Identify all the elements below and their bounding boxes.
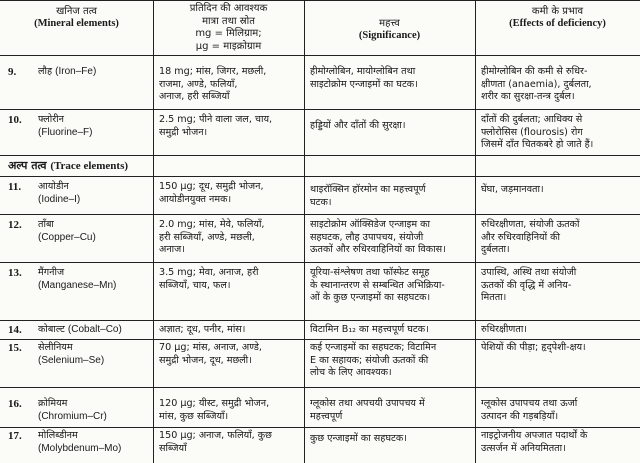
cell-line: हरी सब्जियाँ, अण्डे, मछली, bbox=[159, 231, 255, 243]
cell-line: राजमा, अण्डे, फलियाँ, bbox=[159, 78, 238, 90]
deficiency-cell bbox=[481, 324, 638, 337]
name-hindi: मोलिब्डीनम bbox=[38, 430, 78, 441]
name-english: (Iodine–I) bbox=[38, 193, 81, 205]
header-significance bbox=[304, 18, 475, 42]
cell-line: दुर्बलता। bbox=[481, 244, 510, 256]
deficiency-cell bbox=[481, 219, 638, 257]
header-daily-requirement bbox=[153, 3, 304, 53]
significance-cell bbox=[310, 219, 473, 257]
name-english: (Fluorine–F) bbox=[38, 126, 93, 138]
requirement-cell bbox=[159, 324, 302, 337]
deficiency-cell bbox=[481, 114, 638, 152]
cell-line: महत्त्वपूर्ण bbox=[310, 410, 343, 422]
cell-line: पेशियों की पीड़ा; हृद्पेशी-क्षय। bbox=[481, 342, 586, 353]
column-divider bbox=[475, 0, 476, 463]
cell-line: आयोडीनयुक्त नमक। bbox=[159, 193, 232, 205]
name-english: (Cobalt–Co) bbox=[67, 324, 122, 335]
cell-line: अनाज, हरी सब्जियाँ bbox=[159, 91, 230, 103]
name-english: (Manganese–Mn) bbox=[38, 279, 117, 291]
header-english: (Significance) bbox=[358, 30, 421, 41]
cell-line: 3.5 mg; मेवा, अनाज, हरी bbox=[159, 267, 259, 278]
cell-line: 2.5 mg; पीने वाला जल, चाय, bbox=[159, 114, 273, 125]
mineral-name bbox=[38, 66, 152, 79]
section-trace-elements bbox=[8, 159, 128, 173]
cell-line: साइटोक्रोम ऑक्सिडेज एन्जाइम का bbox=[310, 219, 431, 230]
row-divider bbox=[0, 155, 640, 156]
significance-cell bbox=[310, 398, 473, 423]
requirement-cell bbox=[159, 181, 302, 206]
name-hindi: सेलीनियम bbox=[38, 342, 73, 353]
cell-line: ऊतकों और रुधिरवाहिनियों का विकास। bbox=[310, 244, 446, 256]
row-divider bbox=[0, 320, 640, 321]
cell-line: मितता। bbox=[481, 292, 507, 304]
header-hindi: महत्त्व bbox=[379, 18, 400, 29]
table-border bbox=[0, 0, 640, 1]
cell-line: उपास्थि, अस्थि तथा संयोजी bbox=[481, 267, 577, 278]
name-english: (Iron–Fe) bbox=[55, 66, 97, 77]
name-hindi: मैंगनीज bbox=[38, 267, 65, 278]
row-number: 10. bbox=[8, 114, 22, 126]
row-divider bbox=[0, 387, 640, 388]
header-mineral-elements bbox=[0, 6, 153, 30]
requirement-cell bbox=[159, 267, 302, 292]
cell-line: 150 μg; अनाज, फलियाँ, कुछ bbox=[159, 430, 272, 441]
requirement-cell bbox=[159, 342, 302, 367]
cell-line: अज्ञात; दूध, पनीर, मांस। bbox=[159, 324, 246, 335]
section-hindi: अल्प तत्व bbox=[8, 159, 47, 172]
cell-line: उत्सर्जन में अनियमितता। bbox=[481, 442, 566, 454]
cell-line: समुद्री भोजन, दूध, मछली। bbox=[159, 354, 252, 366]
cell-line: अनाज। bbox=[159, 244, 185, 256]
row-divider bbox=[0, 214, 640, 215]
header-english: (Mineral elements) bbox=[34, 18, 119, 29]
name-english: (Selenium–Se) bbox=[38, 354, 105, 366]
cell-line: मांस, कुछ सब्जियाँ। bbox=[159, 410, 229, 422]
section-english: (Trace elements) bbox=[50, 160, 129, 172]
mineral-name bbox=[38, 114, 152, 139]
row-number: 12. bbox=[8, 219, 22, 231]
cell-line: और रुधिरवाहिनियों की bbox=[481, 231, 560, 243]
header-hindi: कमी के प्रभाव bbox=[531, 6, 584, 17]
cell-line: थाइरॉक्सिन हॉरमोन का महत्त्वपूर्ण bbox=[310, 184, 426, 195]
name-english: (Molybdenum–Mo) bbox=[38, 442, 122, 454]
cell-line: E का सहायक; संयोजी ऊतकों की bbox=[310, 354, 429, 366]
cell-line: उत्पादन की गड़बड़ियाँ। bbox=[481, 410, 559, 422]
mineral-name bbox=[38, 267, 152, 292]
header-line: μg = माइक्रोग्राम bbox=[195, 40, 262, 52]
mineral-name bbox=[38, 430, 152, 455]
cell-line: जिसमें दाँत चितकबरे हो जाते हैं। bbox=[481, 139, 594, 151]
row-number: 13. bbox=[8, 267, 22, 279]
mineral-name bbox=[38, 324, 152, 337]
cell-line: 150 μg; दूध, समुद्री भोजन, bbox=[159, 181, 264, 192]
row-number: 14. bbox=[8, 324, 22, 336]
cell-line: हीमोग्लोबिन, मायोग्लोबिन तथा bbox=[310, 66, 416, 77]
deficiency-cell bbox=[481, 184, 638, 197]
row-divider bbox=[0, 262, 640, 263]
cell-line: घटक। bbox=[310, 196, 332, 208]
header-hindi: खनिज तत्व bbox=[56, 6, 97, 17]
deficiency-cell bbox=[481, 267, 638, 305]
requirement-cell bbox=[159, 114, 302, 139]
cell-line: कुछ एन्जाइमों का सहघटक। bbox=[310, 433, 407, 444]
header-divider bbox=[0, 55, 640, 56]
header-line: प्रतिदिन की आवश्यक bbox=[189, 3, 268, 14]
deficiency-cell bbox=[481, 430, 638, 455]
cell-line: ओं के कुछ एन्जाइमों का सहघटक। bbox=[310, 292, 431, 304]
cell-line: ग्लूकोस तथा अपचयी उपापचय में bbox=[310, 398, 425, 409]
cell-line: घेंघा, जड़मानवता। bbox=[481, 184, 544, 195]
significance-cell bbox=[310, 324, 473, 337]
cell-line: लोच के लिए आवश्यक। bbox=[310, 367, 392, 379]
name-hindi: क्रोमियम bbox=[38, 398, 68, 409]
row-divider bbox=[0, 339, 640, 340]
requirement-cell bbox=[159, 430, 302, 455]
row-divider bbox=[0, 109, 640, 110]
cell-line: सब्जियाँ bbox=[159, 442, 187, 454]
cell-line: क्षीणता (anaemia), दुर्बलता, bbox=[481, 78, 592, 90]
cell-line: विटामिन B₁₂ का महत्त्वपूर्ण घटक। bbox=[310, 324, 429, 335]
name-hindi: ताँबा bbox=[38, 219, 54, 230]
cell-line: 2.0 mg; मांस, मेवे, फलियाँ, bbox=[159, 219, 265, 230]
row-number: 9. bbox=[8, 66, 17, 78]
name-hindi: लौह bbox=[38, 66, 53, 77]
row-number: 15. bbox=[8, 342, 22, 354]
cell-line: साइटोक्रोम एन्जाइमों का घटक। bbox=[310, 78, 418, 90]
requirement-cell bbox=[159, 66, 302, 104]
cell-line: सब्जियाँ, चाय, फल। bbox=[159, 279, 231, 291]
significance-cell bbox=[310, 433, 473, 446]
cell-line: ऊतकों की वृद्धि में अनिय- bbox=[481, 279, 572, 291]
cell-line: दाँतों की दुर्बलता; आधिक्य से bbox=[481, 114, 583, 125]
mineral-name bbox=[38, 398, 152, 423]
cell-line: फ्लोरोसिस (flourosis) रोग bbox=[481, 126, 583, 138]
column-divider bbox=[304, 0, 305, 463]
header-line: mg = मिलिग्राम; bbox=[195, 28, 262, 39]
cell-line: शरीर का सुरक्षा-तन्त्र दुर्बल। bbox=[481, 91, 575, 103]
cell-line: के स्थानान्तरण से सम्बन्धित अभिक्रिया- bbox=[310, 279, 445, 291]
mineral-name bbox=[38, 219, 152, 244]
name-hindi: आयोडीन bbox=[38, 181, 69, 192]
cell-line: हीमोग्लोबिन की कमी से रुधिर- bbox=[481, 66, 588, 77]
cell-line: हड्डियों और दाँतों की सुरक्षा। bbox=[310, 120, 406, 131]
cell-line: 120 μg; यीस्ट, समुद्री भोजन, bbox=[159, 398, 270, 409]
deficiency-cell bbox=[481, 342, 638, 355]
name-hindi: कोबाल्ट bbox=[38, 324, 65, 335]
cell-line: समुद्री भोजन। bbox=[159, 126, 208, 138]
row-number: 16. bbox=[8, 398, 22, 410]
name-english: (Copper–Cu) bbox=[38, 231, 96, 243]
row-divider bbox=[0, 427, 640, 428]
header-english: (Effects of deficiency) bbox=[509, 18, 606, 29]
cell-line: रुधिरक्षीणता। bbox=[481, 324, 527, 335]
cell-line: रुधिरक्षीणता, संयोजी ऊतकों bbox=[481, 219, 580, 230]
cell-line: 18 mg; मांस, जिगर, मछली, bbox=[159, 66, 267, 77]
requirement-cell bbox=[159, 398, 302, 423]
row-number: 11. bbox=[8, 181, 22, 193]
significance-cell bbox=[310, 66, 473, 91]
row-divider bbox=[0, 176, 640, 177]
header-deficiency-effects bbox=[475, 6, 640, 30]
requirement-cell bbox=[159, 219, 302, 257]
cell-line: सहघटक, लौह उपापचय, संयोजी bbox=[310, 231, 424, 243]
mineral-name bbox=[38, 342, 152, 367]
cell-line: नाइट्रोजनीय अपजात पदार्थों के bbox=[481, 430, 588, 441]
significance-cell bbox=[310, 184, 473, 209]
significance-cell bbox=[310, 342, 473, 380]
significance-cell bbox=[310, 120, 473, 133]
cell-line: कई एन्जाइमों का सहघटक; विटामिन bbox=[310, 342, 437, 353]
mineral-name bbox=[38, 181, 152, 206]
cell-line: 70 μg; मांस, अनाज, अण्डे, bbox=[159, 342, 262, 353]
name-hindi: फ्लोरीन bbox=[38, 114, 64, 125]
deficiency-cell bbox=[481, 398, 638, 423]
deficiency-cell bbox=[481, 66, 638, 104]
cell-line: यूरिया-संश्लेषण तथा फॉस्फेट समूह bbox=[310, 267, 430, 278]
header-line: मात्रा तथा स्रोत bbox=[202, 15, 255, 27]
cell-line: ग्लूकोस उपापचय तथा ऊर्जा bbox=[481, 398, 578, 409]
row-number: 17. bbox=[8, 430, 22, 442]
significance-cell bbox=[310, 267, 473, 305]
name-english: (Chromium–Cr) bbox=[38, 410, 107, 422]
column-divider bbox=[153, 0, 154, 463]
